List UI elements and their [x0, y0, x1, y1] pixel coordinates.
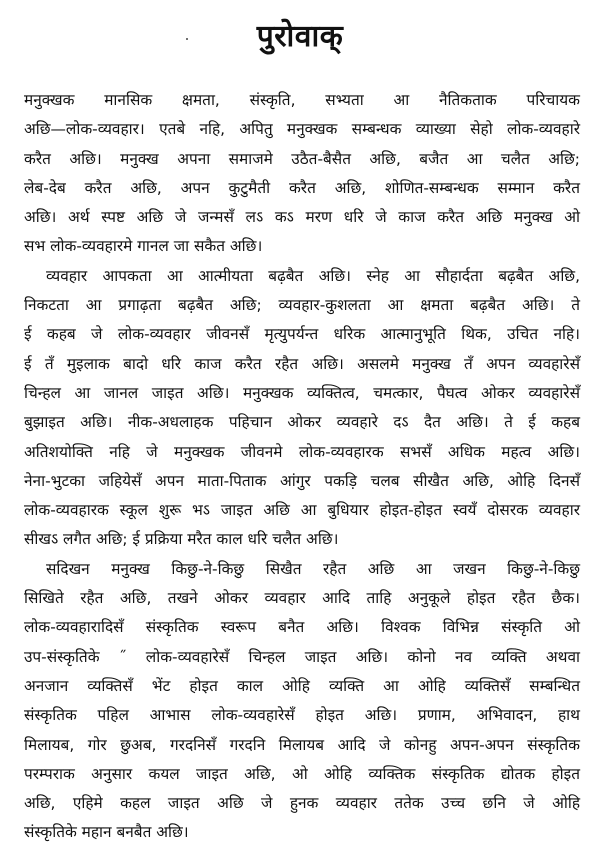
text-line: सिखिते रहैत अछि, तखने ओकर व्यवहार आदि ताहि अनुकूले होइत रहैत छैक।	[24, 589, 580, 608]
body-text	[24, 86, 580, 848]
text-line: अछि। अर्थ स्पष्ट अछि जे जन्मसँ लऽ कऽ मरण धरि जे काज करैत अछि मनुक्ख ओ	[24, 208, 580, 227]
text-line: बुझाइत अछि। नीक-अधलाहक पहिचान ओकर व्यवहारे दऽ दैत अछि। ते ई कहब	[24, 413, 580, 432]
scan-speck	[186, 38, 188, 40]
text-line: ई तँ मुइलाक बादो धरि काज करैत रहैत अछि। असलमे मनुक्ख तँ अपन व्यवहारेसँ	[24, 354, 580, 373]
text-line: परम्पराक अनुसार कयल जाइत अछि, ओ ओहि व्यक्तिक संस्कृतिक द्योतक होइत	[24, 764, 580, 783]
text-line: सभ लोक-व्यवहारमे गानल जा सकैत अछि।	[24, 237, 263, 256]
text-line: मनुक्खक मानसिक क्षमता, संस्कृति, सभ्यता आ नैतिकताक परिचायक	[24, 91, 580, 109]
text-line: निकटता आ प्रगाढ़ता बढ़बैत अछि; व्यवहार-कुशलता आ क्षमता बढ़बैत अछि। ते	[24, 296, 580, 315]
text-line: मिलायब, गोर छुअब, गरदनिसँ गरदनि मिलायब आदि जे कोनहु अपन-अपन संस्कृतिक	[24, 735, 580, 754]
text-line: लोक-व्यवहारादिसँ संस्कृतिक स्वरूप बनैत अछि। विश्वक विभिन्न संस्कृति ओ	[24, 618, 580, 637]
text-line: अछि, एहिमे कहल जाइत अछि जे हुनक व्यवहार ततेक उच्च छनि जे ओहि	[24, 794, 580, 813]
text-line: ई कहब जे लोक-व्यवहार जीवनसँ मृत्युपर्यन्त धरिक आत्मानुभूति थिक, उचित नहि।	[24, 325, 580, 344]
text-line: सीखऽ लगैत अछि; ई प्रक्रिया मरैत काल धरि चलैत अछि।	[24, 530, 339, 549]
text-line: संस्कृतिक पहिल आभास लोक-व्यवहारेसँ होइत अछि। प्रणाम, अभिवादन, हाथ	[24, 706, 580, 725]
text-line: सदिखन मनुक्ख किछु-ने-किछु सिखैत रहैत अछि आ जखन किछु-ने-किछु	[46, 559, 580, 578]
text-line: चिन्हल आ जानल जाइत अछि। मनुक्खक व्यक्तित्व, चमत्कार, पैघत्व ओकर व्यवहारेसँ	[24, 383, 580, 402]
paragraph-3	[24, 555, 580, 848]
text-line: संस्कृतिके महान बनबैत अछि।	[24, 823, 189, 842]
paragraph-2	[24, 262, 580, 555]
text-line: अतिशयोक्ति नहि जे मनुक्खक जीवनमे लोक-व्यवहारक सभसँ अधिक महत्व अछि।	[24, 442, 580, 461]
text-line: लोक-व्यवहारक स्कूल शुरू भऽ जाइत अछि आ बुधियार होइत-होइत स्वयँ दोसरक व्यवहार	[24, 501, 580, 520]
text-line: उप-संस्कृतिके ˝ लोक-व्यवहारेसँ चिन्हल जाइत अछि। कोनो नव व्यक्ति अथवा	[24, 647, 580, 666]
text-line: करैत अछि। मनुक्ख अपना समाजमे उठैत-बैसैत अछि, बजैत आ चलैत अछि;	[24, 149, 580, 168]
text-line: अछि—लोक-व्यवहार। एतबे नहि, अपितु मनुक्खक सम्बन्धक व्याख्या सेहो लोक-व्यवहारे	[24, 120, 580, 139]
paragraph-1	[24, 86, 580, 262]
text-line: अनजान व्यक्तिसँ भेंट होइत काल ओहि व्यक्ति आ ओहि व्यक्तिसँ सम्बन्धित	[24, 676, 580, 695]
text-line: लेब-देब करैत अछि, अपन कुटुमैती करैत अछि, शोणित-सम्बन्धक सम्मान करैत	[24, 178, 580, 197]
text-line: व्यवहार आपकता आ आत्मीयता बढ़बैत अछि। स्नेह आ सौहार्दता बढ़बैत अछि,	[46, 266, 580, 285]
text-line: नेना-भुटका जहियेसँ अपन माता-पिताक आंगुर पकड़ि चलब सीखैत अछि, ओहि दिनसँ	[24, 471, 580, 490]
page-title: पुरोवाक्	[256, 19, 344, 54]
